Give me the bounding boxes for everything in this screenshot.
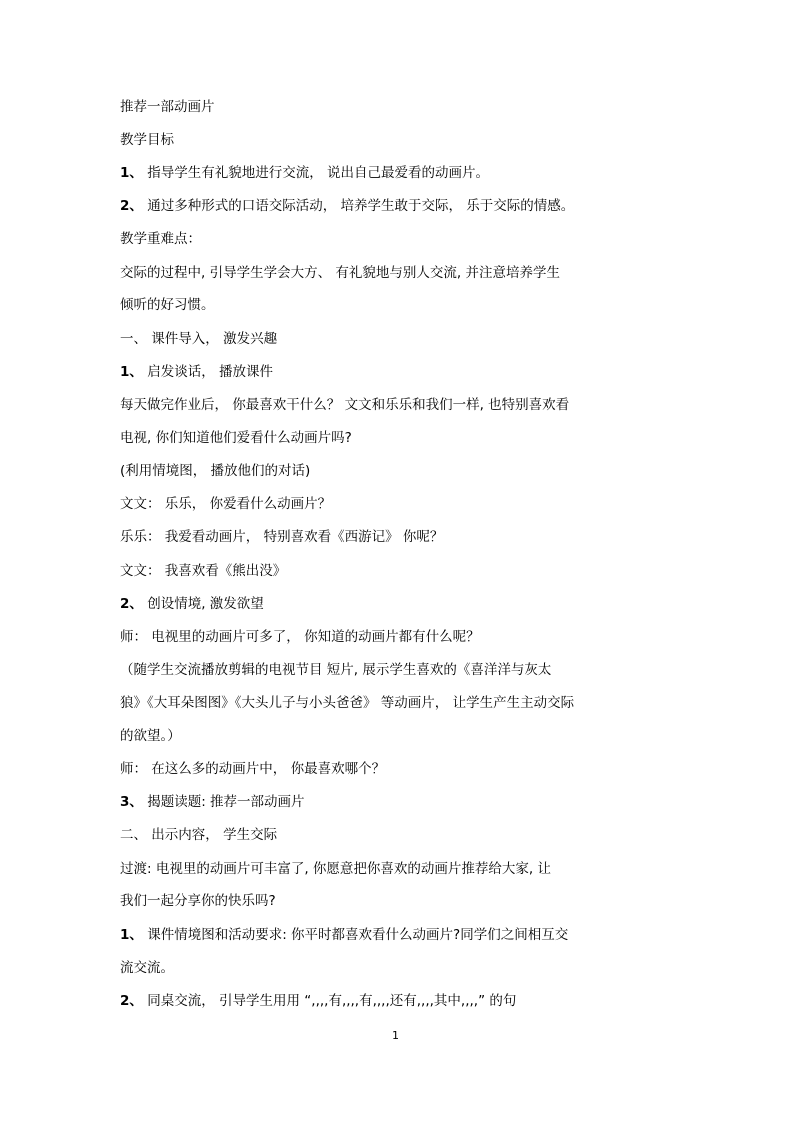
page-number: 1: [392, 1029, 399, 1042]
text-line: [120, 296, 215, 314]
list-number: 1、: [120, 165, 143, 181]
text-line: [120, 264, 560, 282]
line-text: 课件情境图和活动要求: 你平时都喜欢看什么动画片?同学们之间相互交: [142, 927, 569, 943]
line-text: 乐乐： 我爱看动画片， 特别喜欢看《西游记》 你呢？: [120, 529, 444, 545]
line-text: 交际的过程中, 引导学生学会大方、 有礼貌地与别人交流, 并注意培养学生: [120, 265, 560, 281]
line-text: 流交流。: [120, 960, 174, 976]
text-line: [120, 959, 174, 977]
text-line: [120, 230, 201, 248]
line-text: 同桌交流， 引导学生用用 “,,,,有,,,,有,,,,还有,,,,其中,,,,” 的句: [142, 993, 517, 1009]
text-line: [120, 926, 568, 944]
line-text: 文文： 我喜欢看《熊出没》: [120, 563, 287, 579]
text-line: [120, 826, 277, 844]
text-line: [120, 363, 273, 381]
line-text: 的欲望。）: [120, 728, 181, 744]
line-text: 二、 出示内容， 学生交际: [120, 827, 278, 843]
document-title: 推荐一部动画片: [120, 99, 215, 115]
list-number: 2、: [120, 198, 143, 214]
list-number: 3、: [120, 794, 143, 810]
line-text: 过渡: 电视里的动画片可丰富了, 你愿意把你喜欢的动画片推荐给大家, 让: [120, 861, 552, 877]
list-number: 2、: [120, 993, 143, 1009]
text-line: [120, 661, 551, 679]
text-line: [120, 562, 286, 580]
line-text: (利用情境图， 播放他们的对话): [120, 463, 311, 479]
line-text: （随学生交流播放剪辑的电视节目 短片, 展示学生喜欢的《喜洋洋与灰太: [120, 662, 552, 678]
line-text: 一、 课件导入， 激发兴趣: [120, 331, 278, 347]
text-line: [120, 396, 569, 414]
line-text: 教学目标: [120, 132, 174, 148]
text-line: [120, 793, 305, 811]
line-text: 狼》《大耳朵图图》《大头儿子与小头爸爸》 等动画片， 让学生产生主动交际: [120, 695, 575, 711]
text-line: [120, 628, 480, 646]
text-line: [120, 992, 516, 1010]
text-line: [120, 131, 174, 149]
text-line: [120, 595, 264, 613]
line-text: 文文： 乐乐， 你爱看什么动画片？: [120, 496, 332, 512]
text-line: [120, 429, 352, 447]
list-number: 2、: [120, 596, 143, 612]
text-line: [120, 694, 574, 712]
text-line: [120, 330, 277, 348]
line-text: 倾听的好习惯。: [120, 297, 215, 313]
text-line: [120, 760, 385, 778]
list-number: 1、: [120, 364, 143, 380]
text-line: [120, 860, 551, 878]
text-line: [120, 495, 331, 513]
line-text: 揭题读题: 推荐一部动画片: [142, 794, 305, 810]
text-line: [120, 528, 443, 546]
line-text: 每天做完作业后， 你最喜欢干什么？ 文文和乐乐和我们一样, 也特别喜欢看: [120, 397, 570, 413]
text-line: [120, 727, 181, 745]
line-text: 师： 电视里的动画片可多了， 你知道的动画片都有什么呢？: [120, 629, 480, 645]
text-line: [120, 462, 310, 480]
text-line: [120, 892, 276, 910]
line-text: 通过多种形式的口语交际活动， 培养学生敢于交际， 乐于交际的情感。: [142, 198, 575, 214]
line-text: 电视, 你们知道他们爱看什么动画片吗?: [120, 430, 352, 446]
list-number: 1、: [120, 927, 143, 943]
line-text: 启发谈话， 播放课件: [142, 364, 273, 380]
line-text: 师： 在这么多的动画片中， 你最喜欢哪个？: [120, 761, 386, 777]
text-line: [120, 164, 489, 182]
line-text: 教学重难点：: [120, 231, 201, 247]
line-text: 我们一起分享你的快乐吗?: [120, 893, 276, 909]
line-text: 指导学生有礼貌地进行交流， 说出自己最爱看的动画片。: [142, 165, 489, 181]
line-text: 创设情境, 激发欲望: [142, 596, 264, 612]
text-line: [120, 197, 574, 215]
